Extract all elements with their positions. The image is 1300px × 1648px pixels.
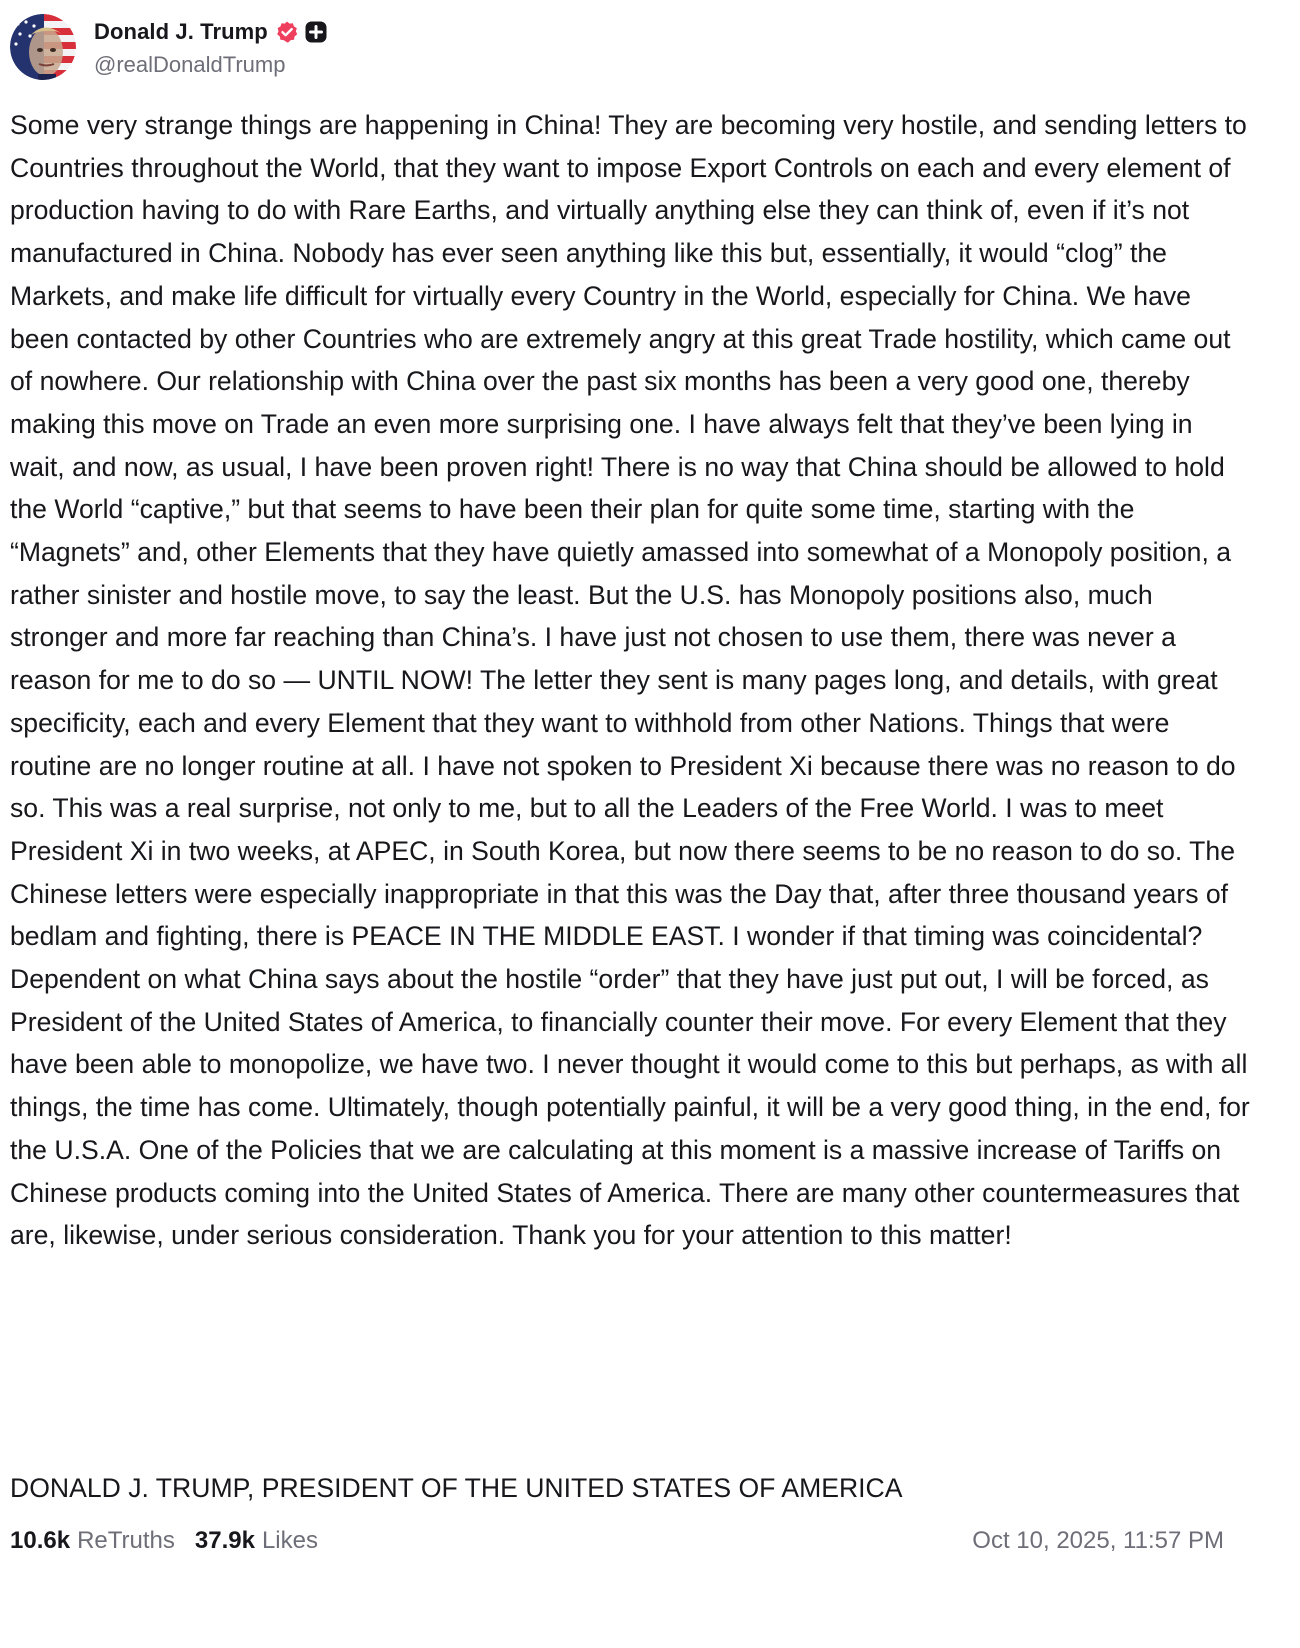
likes-label: Likes xyxy=(261,1527,318,1554)
post-body-text: Some very strange things are happening in China! They are becoming very hostile, and sending letters to Countries throughout the World, that they want to impose Export Controls on each and every element of production having to do with Rare Earths, and virtually anything else they can think of, even if it’s not manufactured in China. Nobody has ever seen anything like this but, essentially, it would “clog” the Markets, and make life difficult for virtually every Country in the World, especially for China. We have been contacted by other Countries who are extremely angry at this great Trade hostility, which came out of nowhere. Our relationship with China over the past six months has been a very good one, thereby making this move on Trade an even more surprising one. I have always felt that they’ve been lying in wait, and now, as usual, I have been proven right! There is no way that China should be allowed to hold the World “captive,” but that seems to have been their plan for quite some time, starting with the “Magnets” and, other Elements that they have quietly amassed into somewhat of a Monopoly position, a rather sinister and hostile move, to say the least. But the U.S. has Monopoly positions also, much stronger and more far reaching than China’s. I have just not chosen to use them, there was never a reason for me to do so — UNTIL NOW! The letter they sent is many pages long, and details, with great specificity, each and every Element that they want to withhold from other Nations. Things that were routine are no longer routine at all. I have not spoken to President Xi because there was no reason to do so. This was a real surprise, not only to me, but to all the Leaders of the Free World. I was to meet President Xi in two weeks, at APEC, in South Korea, but now there seems to be no reason to do so. The Chinese letters were especially inappropriate in that this was the Day that, after three thousand years of bedlam and fighting, there is PEACE IN THE MIDDLE EAST. I wonder if that timing was coincidental? Dependent on what China says about the hostile “order” that they have just put out, I will be forced, as President of the United States of America, to financially counter their move. For every Element that they have been able to monopolize, we have two. I never thought it would come to this but perhaps, as with all things, the time has come. Ultimately, though potentially painful, it will be a very good thing, in the end, for the U.S.A. One of the Policies that we are calculating at this moment is a massive increase of Tariffs on Chinese products coming into the United States of America. There are many other countermeasures that are, likewise, under serious consideration. Thank you for your attention to this matter! xyxy=(10,110,1258,1251)
retruths-stat[interactable] xyxy=(10,1527,175,1555)
plus-square-icon xyxy=(304,20,328,44)
author-name-row xyxy=(94,16,328,48)
retruths-count: 10.6k xyxy=(10,1527,71,1554)
retruths-label: ReTruths xyxy=(77,1527,175,1554)
author-handle[interactable]: @realDonaldTrump xyxy=(94,52,286,77)
author-identity xyxy=(94,14,328,78)
profile-photo-flag-icon xyxy=(10,14,76,80)
engagement-stats xyxy=(10,1527,338,1555)
author-display-name[interactable]: Donald J. Trump xyxy=(94,19,268,44)
post-footer xyxy=(10,1521,1224,1561)
post-signature: DONALD J. TRUMP, PRESIDENT OF THE UNITED STATES OF AMERICA xyxy=(10,1473,903,1503)
avatar[interactable] xyxy=(10,14,76,80)
likes-count: 37.9k xyxy=(194,1527,255,1554)
verified-badge-icon xyxy=(275,20,299,44)
likes-stat[interactable] xyxy=(195,1527,318,1555)
post-header xyxy=(10,14,328,80)
post-timestamp[interactable]: Oct 10, 2025, 11:57 PM xyxy=(972,1527,1224,1554)
